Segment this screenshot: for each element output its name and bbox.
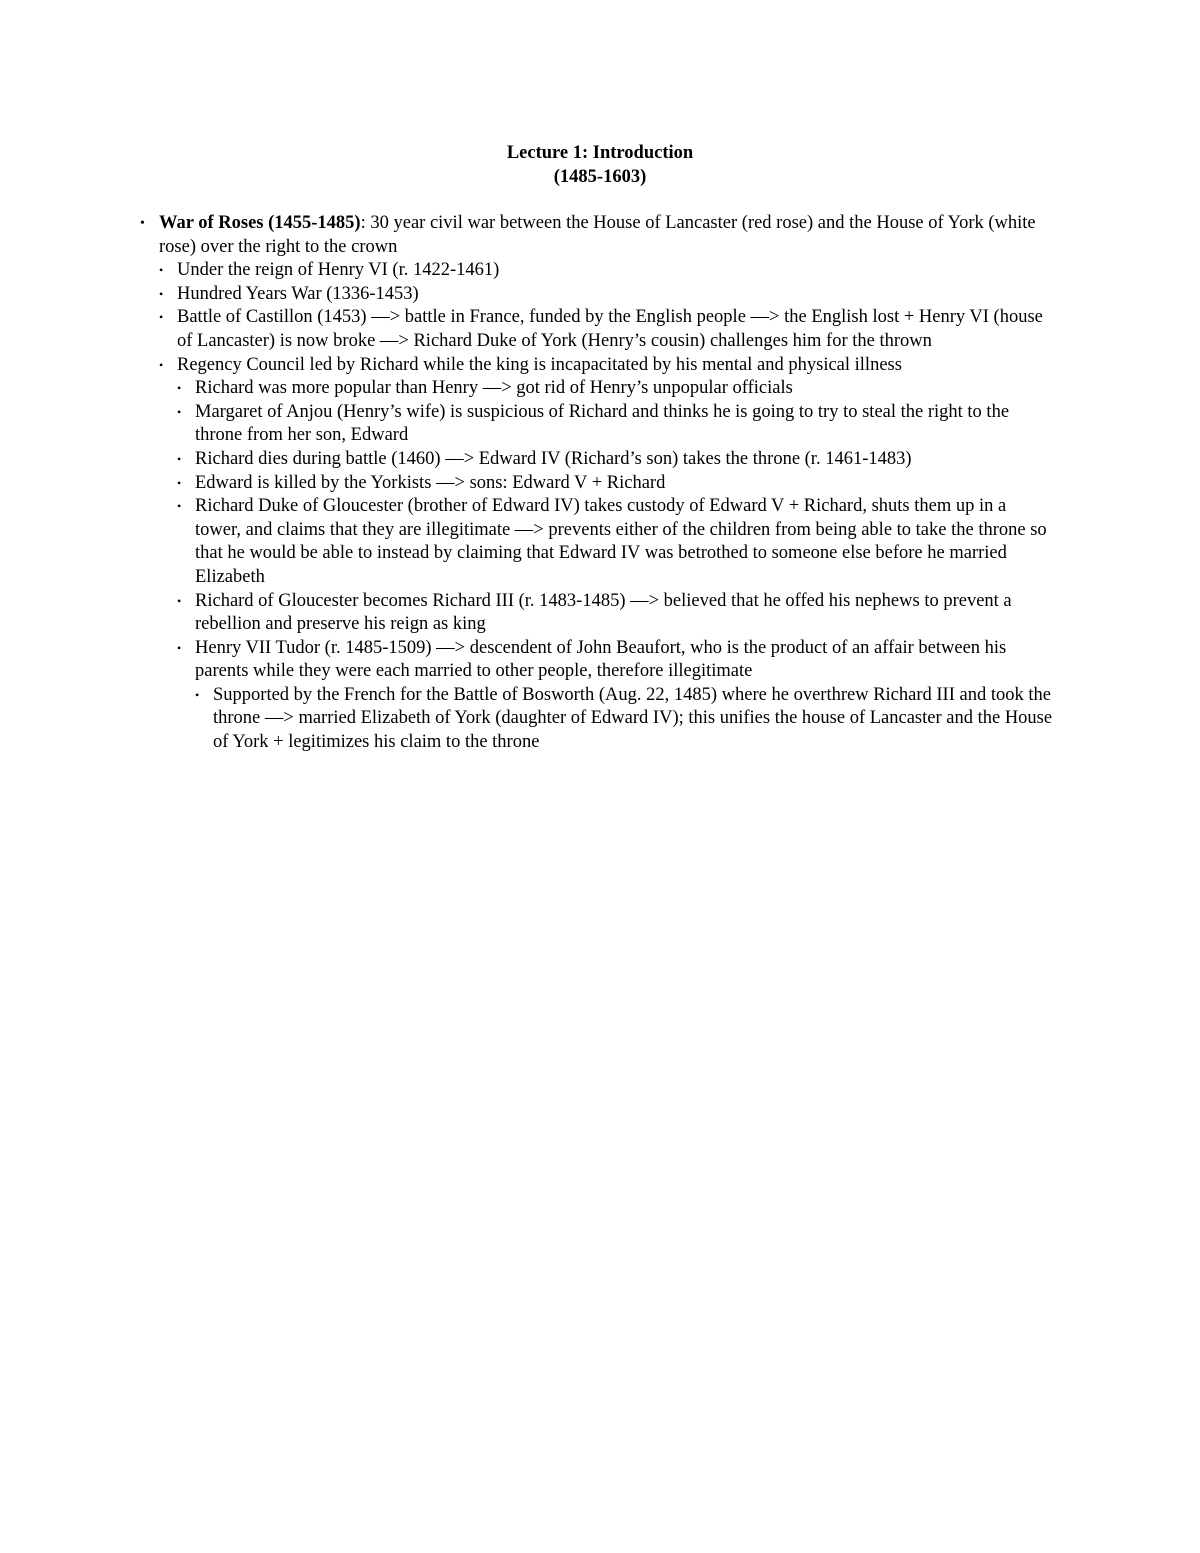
bullet-icon: • xyxy=(159,310,164,325)
bullet-icon: • xyxy=(177,640,182,655)
list-item-text: Henry VII Tudor (r. 1485-1509) —> descendent of John Beaufort, who is the product of an affair between his parents while they were each married to other people, therefore illegitimate xyxy=(195,637,1007,682)
list-item-text: Under the reign of Henry VI (r. 1422-1461) xyxy=(177,260,500,281)
list-item-text: : 30 year civil war between the House of Lancaster (red rose) and the House of York (white rose) over the right to the crown xyxy=(159,213,1036,257)
list-item xyxy=(159,283,1054,307)
bullet-icon: • xyxy=(159,357,164,372)
bullet-list xyxy=(140,212,1054,755)
list-item xyxy=(159,472,1054,496)
title-line-1: Lecture 1: Introduction xyxy=(506,143,694,163)
bullet-icon: • xyxy=(177,404,182,419)
list-item xyxy=(159,590,1054,637)
bullet-icon: • xyxy=(177,475,182,490)
list-item-heading: War of Roses (1455-1485) xyxy=(159,213,361,233)
bullet-icon: • xyxy=(159,286,164,301)
list-item xyxy=(159,377,1054,401)
list-item xyxy=(159,637,1054,684)
list-item-text: Margaret of Anjou (Henry’s wife) is suspicious of Richard and thinks he is going to try to steal the right to the throne from her son, Edward xyxy=(195,401,1010,446)
bullet-icon: • xyxy=(140,216,145,231)
bullet-icon: • xyxy=(177,499,182,514)
bullet-icon: • xyxy=(177,381,182,396)
list-item-text: Richard of Gloucester becomes Richard III (r. 1483-1485) —> believed that he offed his nephews to prevent a rebellion and preserve his reign as king xyxy=(195,590,1012,635)
list-item xyxy=(159,401,1054,448)
list-item xyxy=(159,306,1054,353)
bullet-icon: • xyxy=(195,687,200,702)
list-item-text: Regency Council led by Richard while the king is incapacitated by his mental and physical illness xyxy=(177,354,902,375)
list-item xyxy=(159,495,1054,589)
list-item-text: Richard was more popular than Henry —> got rid of Henry’s unpopular officials xyxy=(195,378,793,399)
list-item xyxy=(159,354,1054,378)
list-item xyxy=(159,684,1054,755)
list-item xyxy=(159,259,1054,283)
list-item-text: Battle of Castillon (1453) —> battle in France, funded by the English people —> the English lost + Henry VI (house of Lancaster) is now broke —> Richard Duke of York (Henry’s cousin) challenges him for the thrown xyxy=(177,307,1043,351)
document-title xyxy=(0,141,1200,189)
list-item-text: Richard dies during battle (1460) —> Edward IV (Richard’s son) takes the throne (r. 1461-1483) xyxy=(195,448,912,469)
list-item-text: Supported by the French for the Battle of Bosworth (Aug. 22, 1485) where he overthrew Richard III and took the throne —> married Elizabeth of York (daughter of Edward IV); this unifies the house of Lancaster and the House of York + legitimizes his claim to the throne xyxy=(213,684,1053,753)
bullet-icon: • xyxy=(177,451,182,466)
bullet-icon: • xyxy=(159,263,164,278)
list-item-text: Hundred Years War (1336-1453) xyxy=(177,283,419,304)
list-item-text: Edward is killed by the Yorkists —> sons: Edward V + Richard xyxy=(195,472,666,493)
bullet-icon: • xyxy=(177,593,182,608)
list-item-text: Richard Duke of Gloucester (brother of Edward IV) takes custody of Edward V + Richard, shuts them up in a tower, and claims that they are illegitimate —> prevents either of the children from being able to take the throne so that he would be able to instead by claiming that Edward IV was betrothed to someone else before he married Elizabeth xyxy=(195,496,1047,587)
list-item xyxy=(140,212,1054,259)
title-line-2: (1485-1603) xyxy=(553,167,647,187)
list-item xyxy=(159,448,1054,472)
